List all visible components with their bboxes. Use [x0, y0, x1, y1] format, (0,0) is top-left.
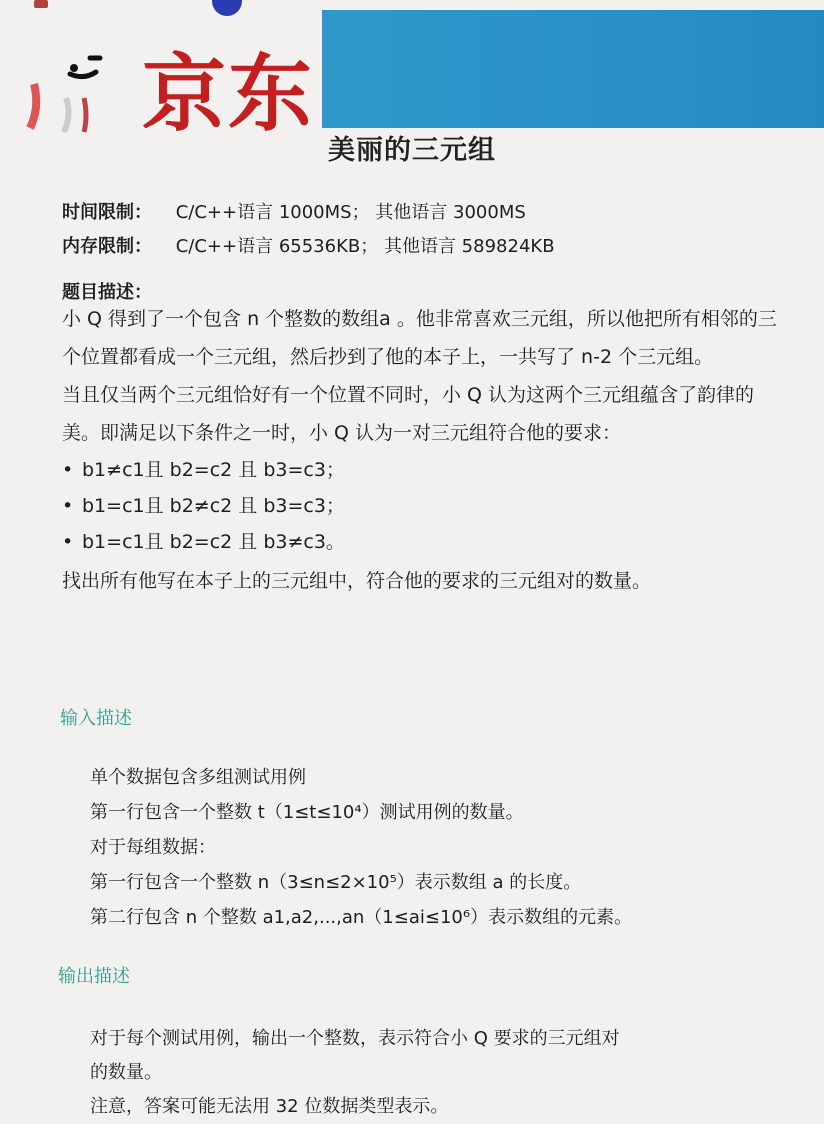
condition-text: b1≠c1且 b2=c2 且 b3=c3； — [82, 459, 345, 481]
memory-limit-row — [62, 230, 555, 264]
output-body — [90, 1022, 620, 1124]
description-paragraph: 找出所有他写在本子上的三元组中，符合他的要求的三元组对的数量。 — [62, 570, 652, 592]
app-circle-icon — [212, 0, 242, 16]
description-heading: 题目描述： — [62, 282, 152, 303]
status-dot — [34, 0, 48, 8]
list-item: • b1=c1且 b2=c2 且 b3≠c3。 — [62, 531, 345, 553]
memory-limit-value: C/C++语言 65536KB； 其他语言 589824KB — [175, 236, 555, 257]
limits-block — [62, 196, 555, 264]
jd-mascot-icon — [26, 28, 136, 138]
input-line: 第一行包含一个整数 n（3≤n≤2×10⁵）表示数组 a 的长度。 — [90, 872, 582, 893]
time-limit-value: C/C++语言 1000MS； 其他语言 3000MS — [175, 202, 526, 223]
condition-text: b1=c1且 b2≠c2 且 b3=c3； — [82, 495, 345, 517]
input-line: 对于每组数据： — [90, 837, 216, 858]
problem-title: 美丽的三元组 — [328, 135, 496, 166]
input-body — [90, 760, 632, 935]
memory-limit-label: 内存限制： — [62, 236, 152, 257]
input-line: 单个数据包含多组测试用例 — [90, 767, 306, 788]
output-heading: 输出描述 — [58, 966, 130, 987]
time-limit-label: 时间限制： — [62, 202, 152, 223]
time-limit-row — [62, 196, 555, 230]
jd-logo: 京东 — [142, 45, 315, 143]
input-line: 第二行包含 n 个整数 a1,a2,...,an（1≤ai≤10⁶）表示数组的元素。 — [90, 907, 633, 928]
description-paragraph: 小 Q 得到了一个包含 n 个整数的数组a 。他非常喜欢三元组，所以他把所有相邻的三个位置都看成一个三元组，然后抄到了他的本子上，一共写了 n-2 个三元组。 — [62, 308, 777, 368]
description-body — [62, 300, 782, 600]
top-overlay — [0, 0, 824, 143]
blue-banner — [322, 10, 824, 128]
output-line: 对于每个测试用例，输出一个整数，表示符合小 Q 要求的三元组对 — [90, 1028, 620, 1049]
condition-text: b1=c1且 b2=c2 且 b3≠c3。 — [82, 531, 345, 553]
list-item: • b1=c1且 b2≠c2 且 b3=c3； — [62, 495, 345, 517]
input-line: 第一行包含一个整数 t（1≤t≤10⁴）测试用例的数量。 — [90, 802, 524, 823]
output-line: 的数量。 — [90, 1062, 162, 1083]
output-line: 注意，答案可能无法用 32 位数据类型表示。 — [90, 1096, 449, 1117]
input-heading: 输入描述 — [60, 708, 132, 729]
condition-list — [62, 452, 782, 560]
list-item: • b1≠c1且 b2=c2 且 b3=c3； — [62, 459, 345, 481]
description-paragraph: 当且仅当两个三元组恰好有一个位置不同时，小 Q 认为这两个三元组蕴含了韵律的美。即满足以下条件之一时，小 Q 认为一对三元组符合他的要求： — [62, 384, 755, 444]
